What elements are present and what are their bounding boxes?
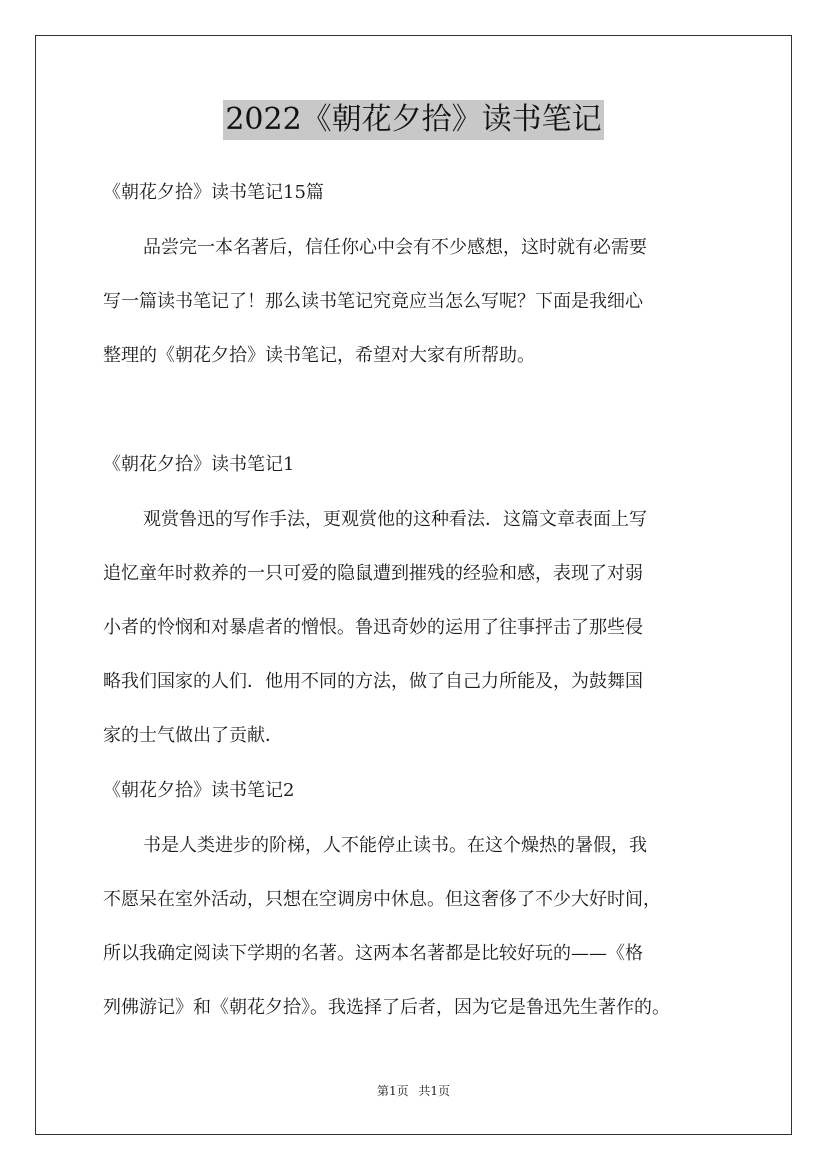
- section-line: 书是人类进步的阶梯，人不能停止读书。在这个燥热的暑假，我: [143, 835, 647, 856]
- page-number: 第1页: [376, 1084, 409, 1098]
- section-line: 所以我确定阅读下学期的名著。这两本名著都是比较好玩的——《格: [103, 943, 643, 964]
- subtitle: 《朝花夕拾》读书笔记15篇: [103, 182, 324, 203]
- title-wrap: [0, 100, 827, 140]
- section-line: 家的士气做出了贡献．: [103, 725, 283, 746]
- section-heading: 《朝花夕拾》读书笔记2: [103, 780, 295, 801]
- document-title: 2022《朝花夕拾》读书笔记: [223, 100, 603, 140]
- page-footer: [0, 1083, 827, 1099]
- intro-line: 品尝完一本名著后，信任你心中会有不少感想，这时就有必需要: [143, 237, 647, 258]
- section-heading: 《朝花夕拾》读书笔记1: [103, 454, 295, 475]
- intro-line: 写一篇读书笔记了！那么读书笔记究竟应当怎么写呢？下面是我细心: [103, 291, 643, 312]
- section-line: 不愿呆在室外活动，只想在空调房中休息。但这奢侈了不少大好时间，: [103, 889, 661, 910]
- section-line: 略我们国家的人们．他用不同的方法，做了自己力所能及，为鼓舞国: [103, 671, 643, 692]
- section-line: 观赏鲁迅的写作手法，更观赏他的这种看法．这篇文章表面上写: [143, 509, 647, 530]
- section-line: 小者的怜悯和对暴虐者的憎恨。鲁迅奇妙的运用了往事抨击了那些侵: [103, 617, 643, 638]
- section-line: 追忆童年时救养的一只可爱的隐鼠遭到摧残的经验和感，表现了对弱: [103, 563, 643, 584]
- page-total: 共1页: [418, 1084, 451, 1098]
- section-line: 列佛游记》和《朝花夕拾》。我选择了后者，因为它是鲁迅先生著作的。: [103, 997, 670, 1018]
- intro-line: 整理的《朝花夕拾》读书笔记，希望对大家有所帮助。: [103, 345, 535, 366]
